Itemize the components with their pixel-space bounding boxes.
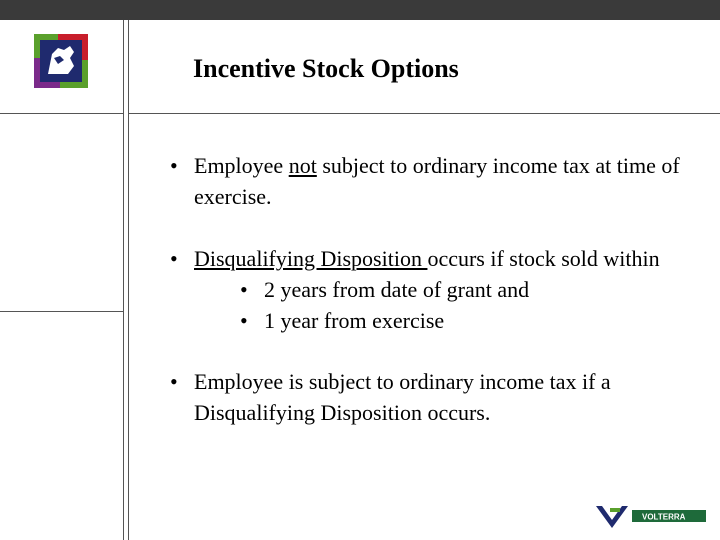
left-rule-top [0, 113, 124, 114]
bullet-text: subject to ordinary income tax at time of exercise. [194, 153, 680, 209]
footer-logo-text: VOLTERRA [642, 512, 686, 522]
bullet-item [170, 366, 700, 428]
left-divider [123, 20, 124, 540]
bullet-icon: • [240, 308, 248, 333]
left-divider-inner [128, 20, 129, 540]
bullet-icon: • [170, 246, 178, 271]
bullet-text: Employee is subject to ordinary income tax if a Disqualifying Disposition occurs. [194, 369, 611, 425]
top-bar [0, 0, 720, 20]
footer-logo [592, 504, 706, 530]
sub-bullet-item [170, 305, 700, 336]
bullet-emphasis: not [288, 153, 317, 178]
bullet-item [170, 150, 700, 212]
bullet-item [170, 243, 700, 274]
sub-bullet-text: 2 years from date of grant and [264, 277, 530, 302]
slide-title: Incentive Stock Options [193, 54, 459, 83]
title-rule [128, 113, 720, 114]
bullet-text: occurs if stock sold within [427, 246, 660, 271]
bullet-icon: • [170, 153, 178, 178]
bullet-icon: • [240, 277, 248, 302]
sub-bullet-item [170, 274, 700, 305]
bullet-icon: • [170, 369, 178, 394]
left-rule-bottom [0, 311, 124, 312]
bullet-text: Employee [194, 153, 289, 178]
company-logo [34, 34, 88, 88]
bullet-emphasis: Disqualifying Disposition [194, 246, 428, 271]
sub-bullet-text: 1 year from exercise [264, 308, 445, 333]
slide-content [170, 150, 700, 428]
